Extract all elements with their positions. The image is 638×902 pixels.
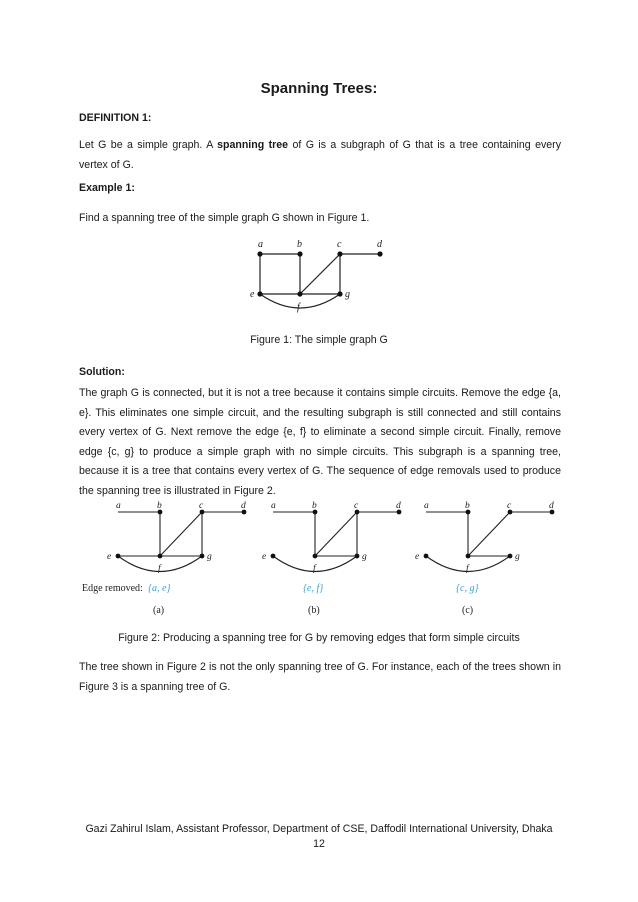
definition-paragraph bbox=[79, 136, 561, 175]
figure-2-caption: Figure 2: Producing a spanning tree for G by removing edges that form simple circuits bbox=[118, 632, 520, 644]
figure-2-panel-a bbox=[107, 501, 246, 574]
example-heading: Example 1: bbox=[79, 182, 135, 194]
panel-b-label-a: a bbox=[271, 501, 276, 511]
panel-a-label-b: b bbox=[157, 501, 162, 511]
removed-edge-a: {a, e} bbox=[148, 583, 171, 594]
panel-label-c: (c) bbox=[462, 605, 474, 616]
definition-heading: DEFINITION 1: bbox=[79, 112, 152, 124]
example-text: Find a spanning tree of the simple graph G shown in Figure 1. bbox=[79, 212, 370, 224]
solution-heading: Solution: bbox=[79, 366, 125, 378]
vertex-d bbox=[377, 251, 382, 256]
panel-c-label-a: a bbox=[424, 501, 429, 511]
vertex-c bbox=[337, 251, 342, 256]
page-number: 12 bbox=[313, 838, 325, 850]
panel-a-label-d: d bbox=[241, 501, 246, 511]
panel-a-label-c: c bbox=[199, 501, 204, 511]
panel-b-label-f: f bbox=[313, 564, 316, 574]
vertex-g bbox=[337, 291, 342, 296]
edge-c-f bbox=[300, 254, 340, 294]
label-d: d bbox=[377, 239, 382, 250]
label-b: b bbox=[297, 239, 302, 250]
vertex-b bbox=[297, 251, 302, 256]
removed-edge-c: {c, g} bbox=[456, 583, 479, 594]
vertex-f bbox=[297, 291, 302, 296]
panel-label-a: (a) bbox=[153, 605, 165, 616]
panel-b-label-b: b bbox=[312, 501, 317, 511]
label-e: e bbox=[250, 289, 255, 300]
figure-1-graph bbox=[248, 238, 398, 318]
panel-b-label-g: g bbox=[362, 552, 367, 562]
label-f: f bbox=[297, 302, 300, 313]
vertex-e bbox=[257, 291, 262, 296]
closing-paragraph: The tree shown in Figure 2 is not the only spanning tree of G. For instance, each of the trees shown in Figure 3 is a spanning tree of G. bbox=[79, 661, 561, 693]
page-title: Spanning Trees: bbox=[260, 80, 378, 97]
figure-2-panel-b bbox=[262, 501, 401, 574]
vertex-a bbox=[257, 251, 262, 256]
panel-a-label-a: a bbox=[116, 501, 121, 511]
panel-c-label-f: f bbox=[466, 564, 469, 574]
panel-a-label-g: g bbox=[207, 552, 212, 562]
panel-b-label-e: e bbox=[262, 552, 267, 562]
label-a: a bbox=[258, 239, 263, 250]
footer-author: Gazi Zahirul Islam, Assistant Professor, Department of CSE, Daffodil International University, Dhaka bbox=[85, 823, 553, 835]
removed-edge-b: {e, f} bbox=[303, 583, 324, 594]
definition-term: spanning tree bbox=[217, 139, 289, 151]
panel-c-label-c: c bbox=[507, 501, 512, 511]
figure-1-caption: Figure 1: The simple graph G bbox=[250, 334, 388, 346]
page-footer bbox=[0, 822, 638, 852]
panel-a-label-e: e bbox=[107, 552, 112, 562]
definition-post: of G is a subgraph of G that is a tree containing every vertex of G. bbox=[79, 139, 561, 171]
panel-c-label-b: b bbox=[465, 501, 470, 511]
edge-removed-label: Edge removed: bbox=[82, 583, 143, 594]
label-c: c bbox=[337, 239, 342, 250]
panel-label-b: (b) bbox=[308, 605, 320, 616]
panel-a-label-f: f bbox=[158, 564, 161, 574]
figure-2-graphs bbox=[78, 497, 568, 619]
definition-pre: Let G be a simple graph. A bbox=[79, 139, 218, 151]
panel-b-label-c: c bbox=[354, 501, 359, 511]
panel-c-label-e: e bbox=[415, 552, 420, 562]
solution-paragraph: The graph G is connected, but it is not a tree because it contains simple circuits. Remove the edge {a, e}. This eliminates one simple circuit, and the resulting subgraph is still connected and still contains every vertex of G. Next remove the edge {e, f} to eliminate a second simple circuit. Finally, remove edge {c, g} to produce a simple graph with no simple circuits. This subgraph is a spanning tree, because it is a tree that contains every vertex of G. The sequence of edge removals used to produce the spanning tree is illustrated in Figure 2. bbox=[79, 387, 561, 497]
figure-2-panel-c bbox=[415, 501, 554, 574]
panel-c-label-d: d bbox=[549, 501, 554, 511]
panel-c-label-g: g bbox=[515, 552, 520, 562]
label-g: g bbox=[345, 289, 350, 300]
panel-b-label-d: d bbox=[396, 501, 401, 511]
